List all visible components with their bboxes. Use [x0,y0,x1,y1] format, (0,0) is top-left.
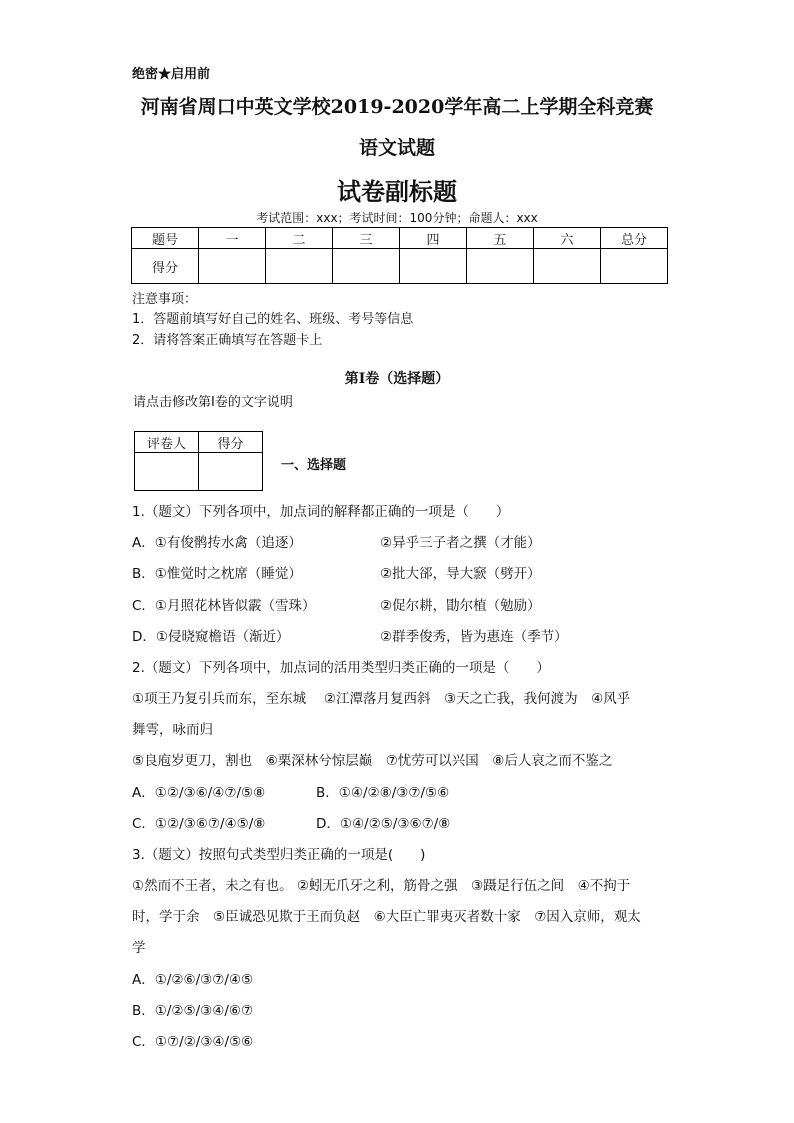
grader-header-cell: 评卷人 [135,432,199,453]
score-header-cell: 四 [400,228,467,249]
option-right: ②批大郤，导大窾（劈开） [380,566,541,582]
section-title: 一、选择题 [281,458,347,473]
score-table [131,227,668,284]
score-cell [601,249,668,284]
score-cell [266,249,333,284]
option-right: ②群季俊秀，皆为惠连（季节） [380,629,568,645]
grader-header-cell: 得分 [199,432,263,453]
score-header-cell: 一 [199,228,266,249]
option-right: ②异乎三子者之撰（才能） [380,535,541,551]
score-table-header-row [132,228,668,249]
score-header-cell: 五 [467,228,534,249]
question-text: ①然而不王者，未之有也。 ②蚓无爪牙之利，筋骨之强 ③蹑足行伍之间 ④不拘于 [132,878,631,894]
exam-subject: 语文试题 [358,137,435,159]
score-row-label: 得分 [132,249,199,284]
option-left: B．①惟觉时之枕席（睡觉） [132,566,302,582]
grader-table [134,431,263,491]
question-text: 时，学于余 ⑤臣诚恐见欺于王而负赵 ⑥大臣亡罪夷灭者数十家 ⑦因入京师，观太 [132,909,641,925]
option: C．①⑦/②/③④/⑤⑥ [132,1034,254,1050]
volume-title: 第I卷（选择题） [344,371,450,387]
option: A．①/②⑥/③⑦/④⑤ [132,972,254,988]
score-table-score-row [132,249,668,284]
option: A．①②/③⑥/④⑦/⑤⑧ [132,785,266,801]
secret-mark: 绝密★启用前 [132,67,211,82]
question-text: ⑤良庖岁更刀，割也 ⑥栗深林兮惊层巅 ⑦忧劳可以兴国 ⑧后人哀之而不鉴之 [132,753,613,769]
score-cell [333,249,400,284]
score-header-cell: 六 [534,228,601,249]
option-left: A．①有俊鹘抟水禽（追逐） [132,535,302,551]
score-cell [467,249,534,284]
notice-title: 注意事项： [132,292,198,307]
option: C．①②/③⑥⑦/④⑤/⑧ [132,816,266,832]
question-text: 学 [132,940,146,956]
grader-cell [135,453,199,491]
score-header-cell: 总分 [601,228,668,249]
notice-item: 1．答题前填写好自己的姓名、班级、考号等信息 [132,312,414,327]
exam-title: 河南省周口中英文学校2019-2020学年高二上学期全科竞赛 [140,96,654,118]
option: B．①④/②⑧/③⑦/⑤⑥ [316,785,450,801]
question-text: ①项王乃复引兵而东，至东城 ②江潭落月复西斜 ③天之亡我，我何渡为 ④风乎 [132,691,631,707]
question-stem: 1.（题文）下列各项中，加点词的解释都正确的一项是（ ） [132,504,510,520]
score-cell [199,249,266,284]
question-text: 舞雩，咏而归 [132,722,213,738]
score-cell [534,249,601,284]
question-stem: 3.（题文）按照句式类型归类正确的一项是( ) [132,847,426,863]
option: B．①/②⑤/③④/⑥⑦ [132,1003,254,1019]
score-cell [400,249,467,284]
notice-item: 2．请将答案正确填写在答题卡上 [132,333,323,348]
score-header-cell: 三 [333,228,400,249]
option: D．①④/②⑤/③⑥⑦/⑧ [316,816,451,832]
volume-note: 请点击修改第I卷的文字说明 [133,395,293,410]
score-header-cell: 二 [266,228,333,249]
question-stem: 2.（题文）下列各项中，加点词的活用类型归类正确的一项是（ ） [132,660,550,676]
grader-cell [199,453,263,491]
exam-subtitle: 试卷副标题 [337,177,457,206]
exam-info: 考试范围：xxx；考试时间：100分钟；命题人：xxx [256,211,538,225]
score-header-cell: 题号 [132,228,199,249]
option-right: ②促尔耕，勖尔植（勉励） [380,598,541,614]
option-left: C．①月照花林皆似霰（雪珠） [132,598,316,614]
option-left: D．①侵晓窥檐语（渐近） [132,629,290,645]
